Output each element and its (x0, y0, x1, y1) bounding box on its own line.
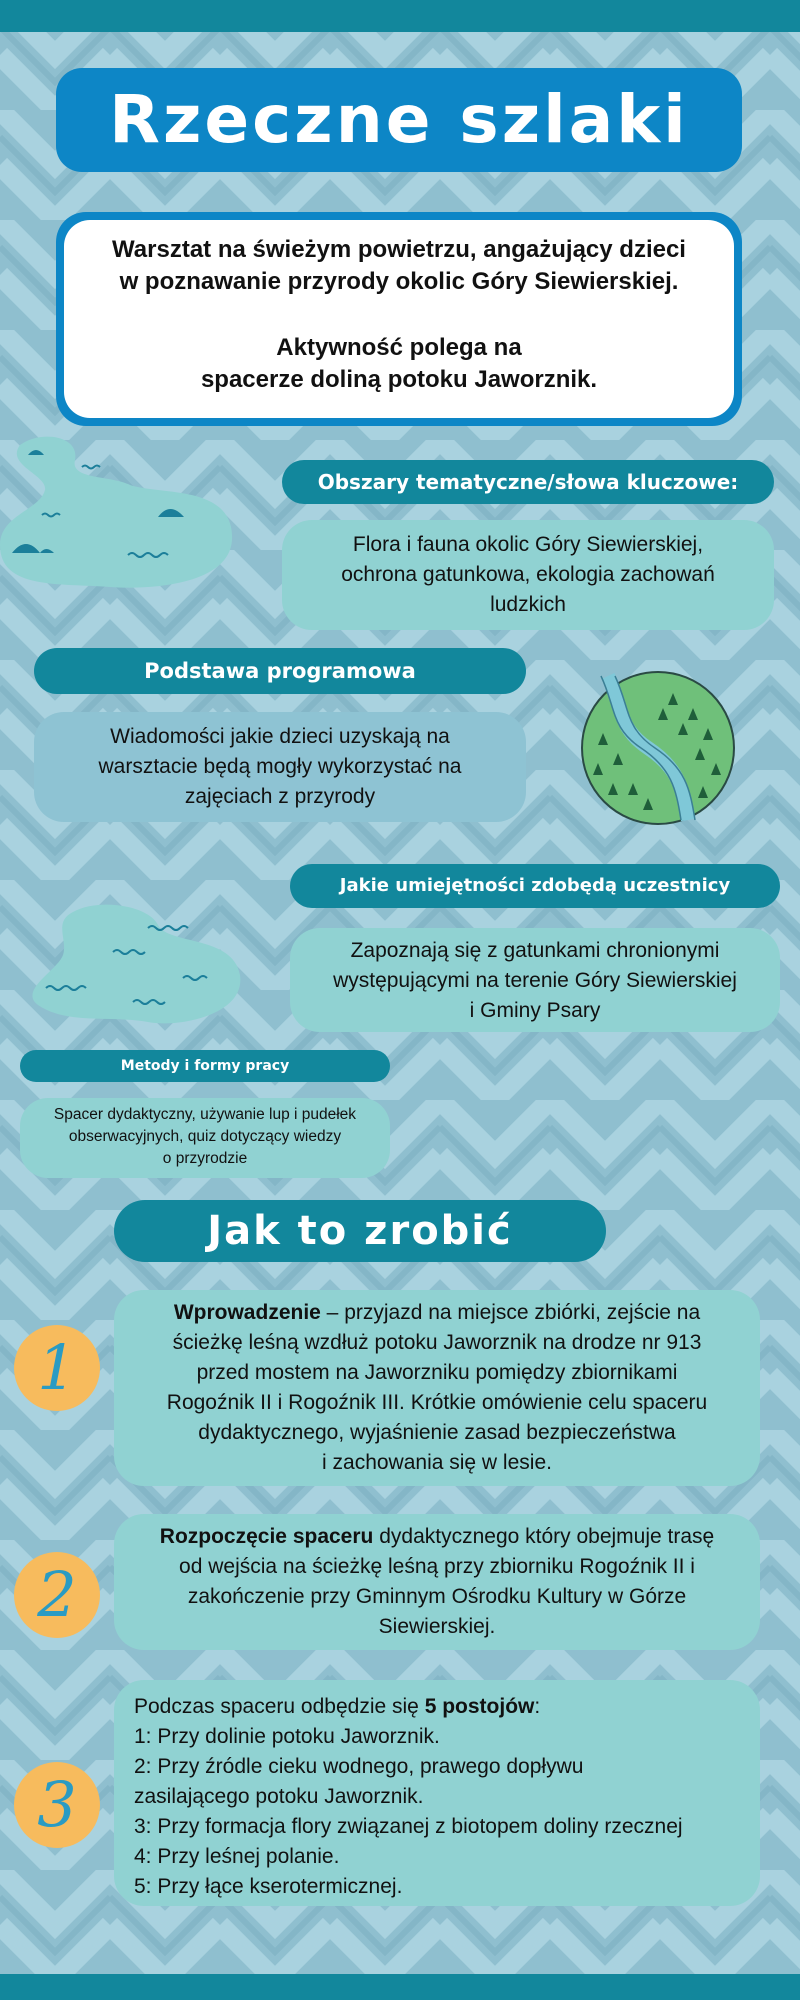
stop-item: 2: Przy źródle cieku wodnego, prawego dopływu (134, 1755, 584, 1778)
methods-box (20, 1098, 390, 1178)
step-2-line: od wejścia na ścieżkę leśną przy zbiorniku Rogoźnik II i (179, 1555, 695, 1578)
step-number-2: 2 (14, 1552, 100, 1638)
methods-line: Spacer dydaktyczny, używanie lup i pudełek (53, 1106, 357, 1123)
step-3-box (114, 1680, 760, 1906)
keywords-line: ludzkich (490, 593, 566, 616)
step-number-3: 3 (14, 1762, 100, 1848)
step-3-intro: Podczas spaceru odbędzie się (134, 1695, 425, 1718)
page-title: Rzeczne szlaki (56, 68, 742, 172)
skills-box (290, 928, 780, 1032)
stop-item: zasilającego potoku Jaworznik. (134, 1785, 424, 1808)
skills-header: Jakie umiejętności zdobędą uczestnicy (290, 864, 780, 908)
step-2-bold: Rozpoczęcie spaceru (159, 1525, 374, 1548)
curriculum-line: Wiadomości jakie dzieci uzyskają na (110, 725, 450, 748)
keywords-box (282, 520, 774, 630)
skills-line: występującymi na terenie Góry Siewierskiej (333, 969, 737, 992)
step-2-line: zakończenie przy Gminnym Ośrodku Kultury w Górze (187, 1585, 687, 1608)
top-bar (0, 0, 800, 32)
methods-header: Metody i formy pracy (20, 1050, 390, 1082)
bottom-bar (0, 1974, 800, 2000)
howto-header: Jak to zrobić (114, 1200, 606, 1262)
curriculum-line: zajęciach z przyrody (184, 785, 376, 808)
stop-item: 4: Przy leśnej polanie. (134, 1845, 340, 1868)
step-1-line: dydaktycznego, wyjaśnienie zasad bezpieczeństwa (198, 1421, 676, 1444)
step-2-box (114, 1514, 760, 1650)
methods-line: obserwacyjnych, quiz dotyczący wiedzy (68, 1128, 342, 1145)
skills-line: i Gminy Psary (469, 999, 601, 1022)
river-pond-icon (0, 425, 240, 595)
step-3-colon: : (534, 1695, 541, 1718)
step-1-line: przed mostem na Jaworzniku pomiędzy zbiornikami (196, 1361, 678, 1384)
skills-line: Zapoznają się z gatunkami chronionymi (350, 939, 720, 962)
keywords-header: Obszary tematyczne/słowa kluczowe: (282, 460, 774, 504)
lake-icon (28, 900, 248, 1030)
keywords-line: ochrona gatunkowa, ekologia zachowań (341, 563, 715, 586)
stop-item: 5: Przy łące kserotermicznej. (134, 1875, 403, 1898)
step-number-1: 1 (14, 1325, 100, 1411)
step-2-line: dydaktycznego który obejmuje trasę (373, 1525, 715, 1548)
step-1-box (114, 1290, 760, 1486)
intro-line: Aktywność polega na (276, 334, 522, 361)
step-3-bold: 5 postojów (424, 1695, 535, 1718)
intro-line: Warsztat na świeżym powietrzu, angażujący dzieci (112, 236, 686, 263)
step-1-bold: Wprowadzenie (173, 1301, 321, 1324)
step-1-line: – przyjazd na miejsce zbiórki, zejście na (320, 1301, 701, 1324)
methods-line: o przyrodzie (162, 1150, 248, 1167)
stop-item: 1: Przy dolinie potoku Jaworznik. (134, 1725, 440, 1748)
step-1-line: ścieżkę leśną wzdłuż potoku Jaworznik na drodze nr 913 (172, 1331, 702, 1354)
stop-item: 3: Przy formacja flory związanej z biotopem doliny rzecznej (134, 1815, 683, 1838)
curriculum-line: warsztacie będą mogły wykorzystać na (98, 755, 462, 778)
curriculum-header: Podstawa programowa (34, 648, 526, 694)
intro-box (64, 220, 734, 418)
step-1-line: Rogoźnik II i Rogoźnik III. Krótkie omówienie celu spaceru (166, 1391, 708, 1414)
step-2-line: Siewierskiej. (378, 1615, 496, 1638)
keywords-line: Flora i fauna okolic Góry Siewierskiej, (352, 533, 704, 556)
intro-line: spacerze doliną potoku Jaworznik. (200, 366, 598, 393)
intro-line: w poznawanie przyrody okolic Góry Siewierskiej. (119, 268, 679, 295)
river-map-icon (578, 668, 738, 828)
curriculum-box (34, 712, 526, 822)
step-1-line: i zachowania się w lesie. (322, 1451, 552, 1474)
